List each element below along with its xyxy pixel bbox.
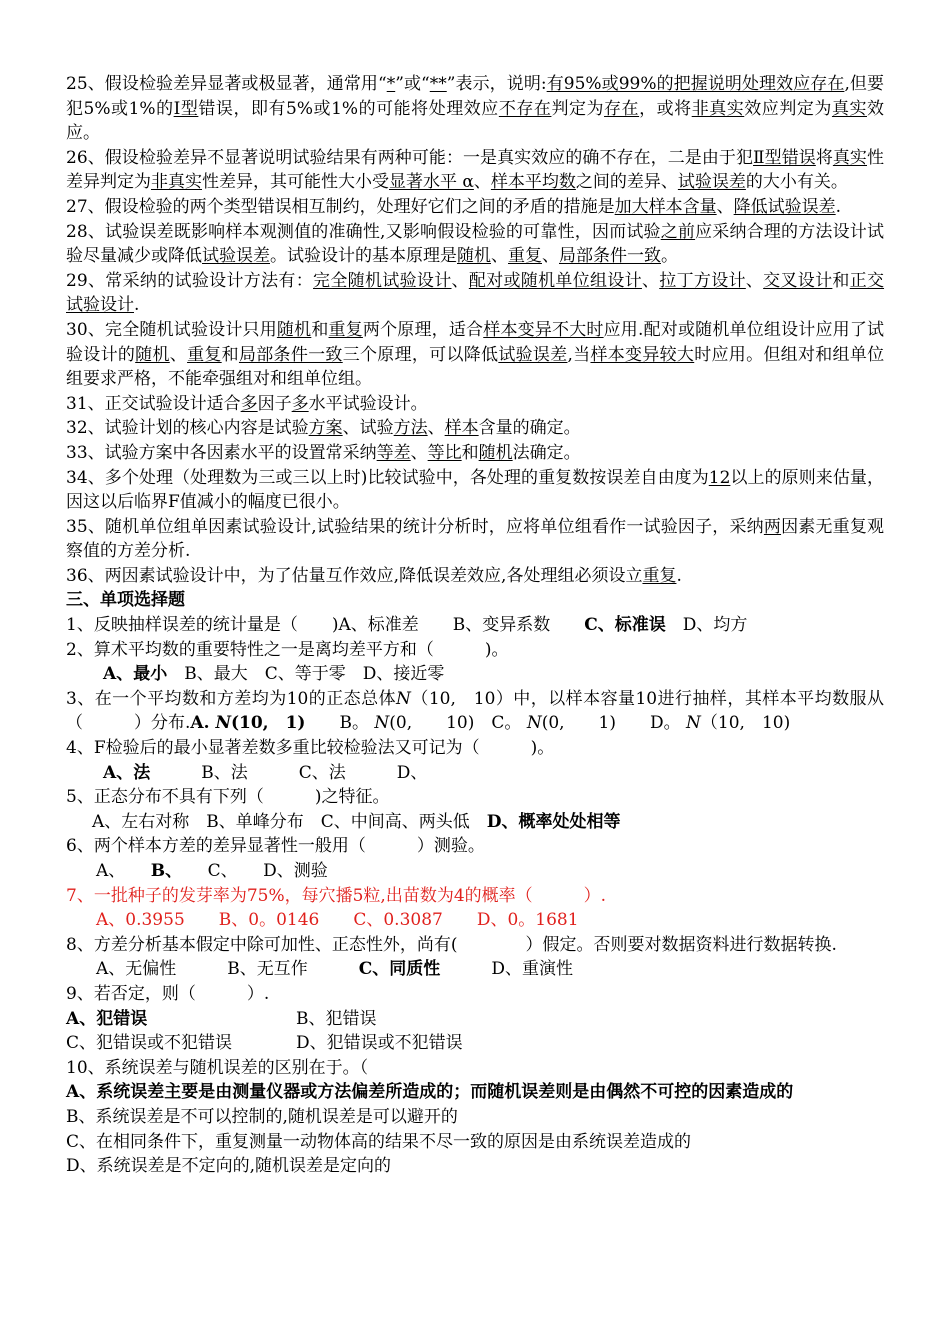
mc-question-8: 8、方差分析基本假定中除可加性、正态性外，尚有( ）假定。否则要对数据资料进行数据转换. xyxy=(66,934,837,955)
question-34: 34、多个处理（处理数为三或三以上时)比较试验中，各处理的重复数按误差自由度为12以上的原则来估量，因这以后临界F值减小的幅度已很小。 xyxy=(66,467,884,513)
question-29: 29、常采纳的试验设计方法有：完全随机试验设计、配对或随机单位组设计、拉丁方设计、交叉设计和正交试验设计. xyxy=(66,270,885,316)
mc-question-10: 10、系统误差与随机误差的区别在于。（ xyxy=(66,1057,369,1078)
mc-question-8-options: A、无偏性 B、无互作 C、同质性 D、重演性 xyxy=(96,959,573,980)
blank-answer: 正交试验设计 xyxy=(66,270,885,316)
blank-answer: 拉丁方设计 xyxy=(659,270,746,291)
question-28: 28、试验误差既影响样本观测值的准确性,又影响假设检验的可靠性，因而试验之前应采纳合理的方法设计试验尽量减少或降低试验误差。试验设计的基本原理是随机、重复、局部条件一致。 xyxy=(66,221,884,267)
question-30: 30、完全随机试验设计只用随机和重复两个原理，适合样本变异不大时应用.配对或随机单位组设计应用了试验设计的随机、重复和局部条件一致三个原理，可以降低试验误差,当样本变异较大时应用。但组对和组单位组要求严格，不能牵强组对和组单位组。 xyxy=(66,319,885,390)
blank-answer: 非真实 xyxy=(151,172,202,193)
mc-question-9-options-row1: A、犯错误 B、犯错误 xyxy=(66,1007,884,1032)
blank-answer: 随机 xyxy=(457,246,491,267)
blank-answer: 交叉设计 xyxy=(763,270,833,291)
blank-answer: 真实 xyxy=(832,147,867,168)
blank-answer: 样本变异不大时 xyxy=(483,319,604,340)
mc-question-9: 9、若否定，则（ ）. xyxy=(66,983,270,1004)
blank-answer: 样本平均数 xyxy=(490,172,576,193)
correct-answer: A、系统误差主要是由测量仪器或方法偏差所造成的；而随机误差则是由偶然不可控的因素造成的 xyxy=(66,1082,794,1103)
mc-question-7-options: A、0.3955 B、0。0146 C、0.3087 D、0。1681 xyxy=(96,910,579,931)
blank-answer: 完全随机试验设计 xyxy=(313,270,452,291)
question-32: 32、试验计划的核心内容是试验方案、试验方法、样本含量的确定。 xyxy=(66,418,581,439)
mc-question-4: 4、F检验后的最小显著差数多重比较检验法又可记为（ )。 xyxy=(66,738,555,759)
mc-question-5: 5、正态分布不具有下列（ )之特征。 xyxy=(66,787,390,808)
blank-answer: 方法 xyxy=(393,418,428,439)
blank-answer: 样本 xyxy=(444,418,479,439)
blank-answer: 局部条件一致 xyxy=(238,344,343,365)
mc-question-9-options-row2: C、犯错误或不犯错误 D、犯错误或不犯错误 xyxy=(66,1033,463,1054)
blank-answer: 随机 xyxy=(135,344,170,365)
mc-question-6-options: A、 B、 C、 D、测验 xyxy=(96,861,328,881)
correct-answer: D、概率处处相等 xyxy=(486,811,621,832)
mc-question-10-option-c: C、在相同条件下，重复测量一动物体高的结果不尽一致的原因是由系统误差造成的 xyxy=(66,1131,692,1152)
blank-answer: 有95%或99%的把握说明处理效应存在 xyxy=(546,74,845,94)
blank-answer: 等差 xyxy=(376,442,411,463)
question-27: 27、假设检验的两个类型错误相互制约，处理好它们之间的矛盾的措施是加大样本含量、降低试验误差. xyxy=(66,196,842,217)
question-33: 33、试验方案中各因素水平的设置常采纳等差、等比和随机法确定。 xyxy=(66,442,581,463)
blank-answer: 之前 xyxy=(660,221,696,242)
blank-answer: Ⅱ型错误 xyxy=(753,147,816,168)
blank-answer: 样本变异较大 xyxy=(590,344,695,365)
mc-question-4-options: A、法 B、法 C、法 D、 xyxy=(103,762,428,783)
blank-answer: 试验误差 xyxy=(202,246,270,267)
blank-answer: 重复 xyxy=(187,344,222,365)
correct-answer: A、犯错误 xyxy=(66,1008,148,1029)
mc-question-1: 1、反映抽样误差的统计量是（ )A、标准差 B、变异系数 C、标准误 D、均方 xyxy=(66,615,748,636)
mc-question-7: 7、一批种子的发芽率为75%，每穴播5粒,出苗数为4的概率（ ）. xyxy=(66,885,607,906)
blank-answer: 不存在 xyxy=(498,98,552,119)
blank-answer: 显著水平 α xyxy=(389,172,474,193)
blank-answer: ** xyxy=(429,74,447,94)
mc-question-6: 6、两个样本方差的差异显著性一般用（ ）测验。 xyxy=(66,836,485,857)
correct-answer: C、标准误 xyxy=(584,615,666,636)
blank-answer: 重复 xyxy=(508,246,542,267)
mc-question-10-option-b: B、系统误差是不可以控制的,随机误差是可以避开的 xyxy=(66,1106,458,1127)
mc-question-2: 2、算术平均数的重要特性之一是离均差平方和（ )。 xyxy=(66,639,509,660)
mc-question-2-options: A、最小 B、最大 C、等于零 D、接近零 xyxy=(103,664,445,685)
question-35: 35、随机单位组单因素试验设计,试验结果的统计分析时，应将单位组看作一试验因子，采纳两因素无重复观察值的方差分析. xyxy=(66,516,885,562)
correct-answer: A. N(10, 1) xyxy=(190,713,306,734)
correct-answer: A、最小 xyxy=(103,664,168,685)
question-25: 25、假设检验差异显著或极显著，通常用“*”或“**”表示，说明:有95%或99%的把握说明处理效应存在,但要犯5%或1%的Ⅰ型错误，即有5%或1%的可能将处理效应不存在判定为存在，或将非真实效应判定为真实效应。 xyxy=(66,74,884,144)
blank-answer: 存在 xyxy=(604,98,640,119)
correct-answer: B、 xyxy=(150,861,174,881)
question-36: 36、两因素试验设计中，为了估量互作效应,降低误差效应,各处理组必须设立重复. xyxy=(66,565,682,586)
blank-answer: 局部条件一致 xyxy=(559,246,661,267)
correct-answer: A、法 xyxy=(103,762,151,783)
blank-answer: 12 xyxy=(708,467,731,488)
blank-answer: 重复 xyxy=(642,565,677,586)
blank-answer: 随机 xyxy=(276,319,312,340)
blank-answer: 重复 xyxy=(328,319,363,340)
blank-answer: 多 xyxy=(240,393,258,414)
mc-question-10-option-d: D、系统误差是不定向的,随机误差是定向的 xyxy=(66,1156,392,1177)
question-31: 31、正交试验设计适合多因子多水平试验设计。 xyxy=(66,393,428,414)
blank-answer: * xyxy=(386,74,396,94)
blank-answer: 等比 xyxy=(427,442,462,463)
blank-answer: 试验误差 xyxy=(498,344,568,365)
blank-answer: 配对或随机单位组设计 xyxy=(468,270,642,291)
correct-answer: C、同质性 xyxy=(358,959,441,980)
mc-question-3: 3、在一个平均数和方差均为10的正态总体N（10, 10）中，以样本容量10进行抽样，其样本平均数服从（ ）分布.A. N(10, 1) B。 N(0, 10) C。 N(0, 1) D。 N（10, 10) xyxy=(66,688,884,734)
blank-answer: Ⅰ型 xyxy=(173,98,199,119)
blank-answer: 非真实 xyxy=(691,98,745,119)
question-26: 26、假设检验差异不显著说明试验结果有两种可能：一是真实效应的确不存在，二是由于犯Ⅱ型错误将真实性差异判定为非真实性差异，其可能性大小受显著水平 α、样本平均数之间的差异、试验误差的大小有关。 xyxy=(66,147,884,193)
blank-answer: 加大样本含量 xyxy=(614,196,717,217)
section-heading: 三、单项选择题 xyxy=(66,590,185,611)
blank-answer: 试验误差 xyxy=(677,172,746,193)
blank-answer: 降低试验误差 xyxy=(733,196,836,217)
mc-question-5-options: A、左右对称 B、单峰分布 C、中间高、两头低 D、概率处处相等 xyxy=(92,811,621,832)
blank-answer: 随机 xyxy=(478,442,513,463)
blank-answer: 两 xyxy=(763,516,782,537)
blank-answer: 多 xyxy=(291,393,309,414)
blank-answer: 方案 xyxy=(308,418,343,439)
blank-answer: 真实 xyxy=(831,98,867,119)
